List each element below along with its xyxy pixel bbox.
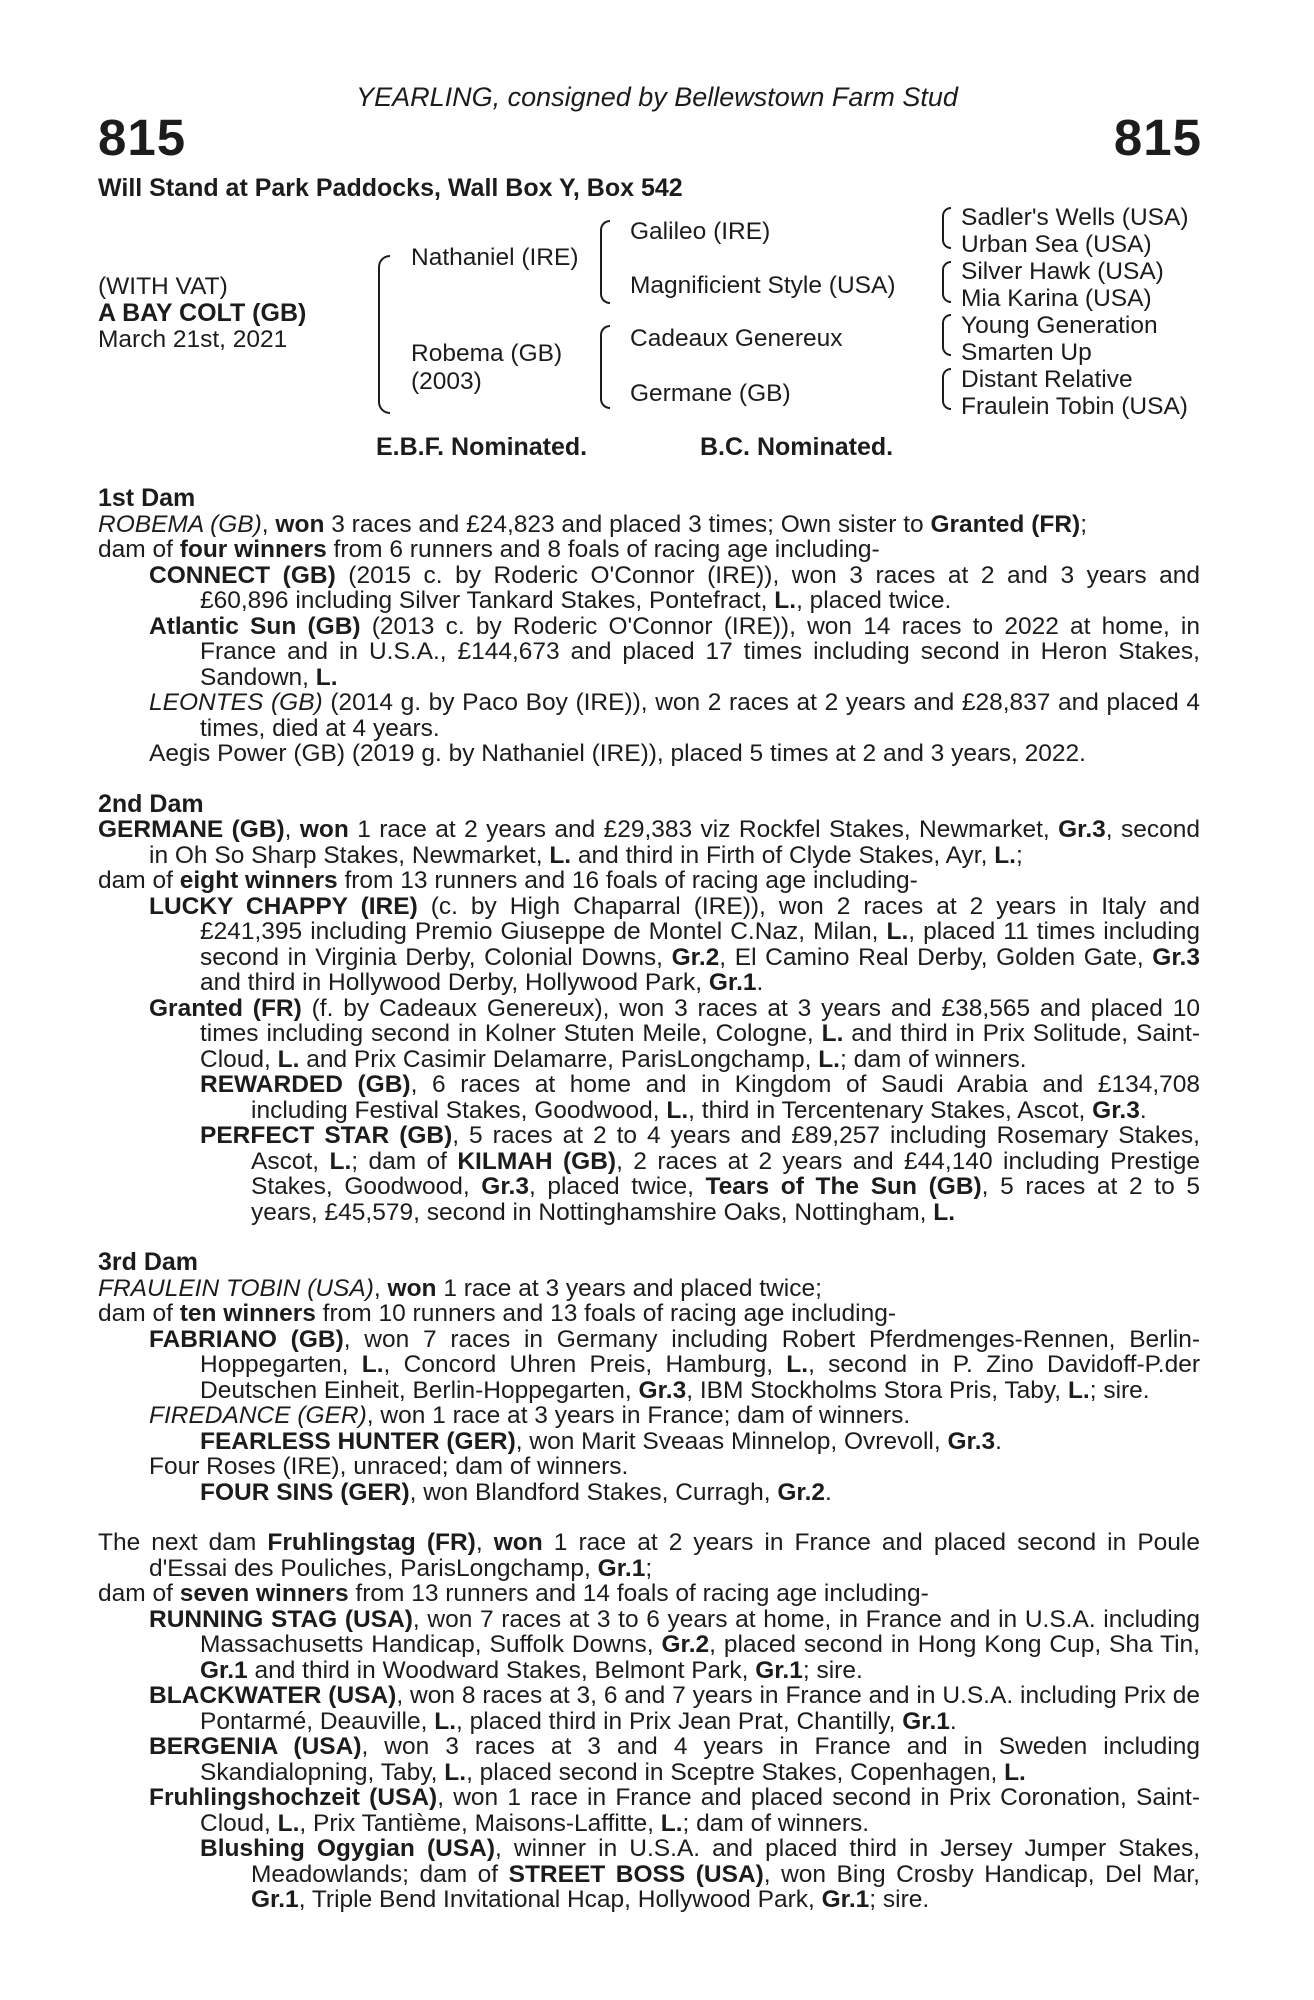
pedigree-dam-sire: Cadeaux Genereux [630, 325, 843, 352]
pedigree-sire-dam: Magnificient Style (USA) [630, 272, 896, 299]
pedigree-dam-dam: Germane (GB) [630, 380, 791, 407]
first-dam-produce-3: LEONTES (GB) (2014 g. by Paco Boy (IRE)), won 2 races at 2 years and £28,837 and placed 4 times, died at 4 years. [149, 689, 1200, 742]
second-dam-paragraph: GERMANE (GB), won 1 race at 2 years and £29,383 viz Rockfel Stakes, Newmarket, Gr.3, second in Oh So Sharp Stakes, Newmarket, L. and third in Firth of Clyde Stakes, Ayr, L.; [98, 816, 1200, 869]
second-dam-grandproduce-2: PERFECT STAR (GB), 5 races at 2 to 4 years and £89,257 including Rosemary Stakes, Ascot, L.; dam of KILMAH (GB), 2 races at 2 years and £44,140 including Prestige Stakes, Goodwood, Gr.3, placed twice, Tears of The Sun (GB), 5 races at 2 to 5 years, £45,579, second in Nottinghamshire Oaks, Nottingham, L. [200, 1122, 1200, 1226]
next-dam-produce-4: Fruhlingshochzeit (USA), won 1 race in France and placed second in Prix Coronation, Saint-Cloud, L., Prix Tantième, Maisons-Laffitte, L.; dam of winners. [149, 1784, 1200, 1837]
first-dam-paragraph: ROBEMA (GB), won 3 races and £24,823 and placed 3 times; Own sister to Granted (FR); dam of four winners from 6 runners and 8 foals of racing age including- [98, 510, 1087, 563]
next-dam-produce-3: BERGENIA (USA), won 3 races at 3 and 4 years in France and in Sweden including Skandialopning, Taby, L., placed second in Sceptre Stakes, Copenhagen, L. [149, 1733, 1200, 1786]
pedigree-g4: Mia Karina (USA) [961, 285, 1152, 312]
lot-number-left: 815 [98, 109, 187, 166]
first-dam-produce-2: Atlantic Sun (GB) (2013 c. by Roderic O'Connor (IRE)), won 14 races to 2022 at home, in France and in U.S.A., £144,673 and placed 17 times including second in Heron Stakes, Sandown, L. [149, 612, 1201, 691]
next-dam-record: dam of seven winners from 13 runners and 14 foals of racing age including- [98, 1580, 929, 1607]
second-dam-record: dam of eight winners from 13 runners and 16 foals of racing age including- [98, 867, 918, 894]
bc-nomination: B.C. Nominated. [700, 433, 894, 461]
second-dam-produce-2: Granted (FR) (f. by Cadeaux Genereux), won 3 races at 3 years and £38,565 and placed 10 times including second in Kolner Stuten Meile, Cologne, L. and third in Prix Solitude, Saint-Cloud, L. and Prix Casimir Delamarre, ParisLongchamp, L.; dam of winners. [149, 994, 1200, 1073]
second-dam-produce-1: LUCKY CHAPPY (IRE) (c. by High Chaparral (IRE)), won 2 races at 2 years in Italy and £241,395 including Premio Giuseppe de Montel C.Naz, Milan, L., placed 11 times including second in Virginia Derby, Colonial Downs, Gr.2, El Camino Real Derby, Golden Gate, Gr.3 and third in Hollywood Derby, Hollywood Park, Gr.1. [149, 892, 1200, 996]
catalogue-body [98, 486, 1200, 1913]
third-dam-paragraph: FRAULEIN TOBIN (USA), won 1 race at 3 years and placed twice; dam of ten winners from 10 runners and 13 foals of racing age including- [98, 1274, 897, 1327]
next-dam-produce-1: RUNNING STAG (USA), won 7 races at 3 to 6 years at home, in France and in U.S.A. including Massachusetts Handicap, Suffolk Downs, Gr.2, placed second in Hong Kong Cup, Sha Tin, Gr.1 and third in Woodward Stakes, Belmont Park, Gr.1; sire. [149, 1605, 1200, 1684]
second-dam-grandproduce-1: REWARDED (GB), 6 races at home and in Kingdom of Saudi Arabia and £134,708 including Festival Stakes, Goodwood, L., third in Tercentenary Stakes, Ascot, Gr.3. [200, 1071, 1201, 1124]
next-dam-paragraph: The next dam Fruhlingstag (FR), won 1 race at 2 years in France and placed second in Poule d'Essai des Pouliches, ParisLongchamp, Gr.1; [98, 1529, 1200, 1582]
pedigree-dam: Robema (GB) [411, 340, 563, 367]
pedigree-brace-g3 [942, 314, 951, 356]
pedigree-sire-sire: Galileo (IRE) [630, 218, 771, 245]
stand-location: Will Stand at Park Paddocks, Wall Box Y, Box 542 [98, 174, 683, 202]
page-header: YEARLING, consigned by Bellewstown Farm Stud [356, 82, 958, 112]
pedigree-g1: Sadler's Wells (USA) [961, 204, 1189, 231]
pedigree-g7: Distant Relative [961, 366, 1133, 393]
third-dam-grandproduce-2: FOUR SINS (GER), won Blandford Stakes, Curragh, Gr.2. [200, 1478, 832, 1506]
pedigree-brace-g4 [942, 368, 951, 410]
pedigree-brace-main [378, 255, 390, 414]
third-dam-grandproduce-1: FEARLESS HUNTER (GER), won Marit Sveaas Minnelop, Ovrevoll, Gr.3. [200, 1427, 1002, 1455]
foaling-date: March 21st, 2021 [98, 326, 288, 353]
pedigree-brace-g1 [942, 207, 951, 249]
horse-name: A BAY COLT (GB) [98, 299, 307, 327]
pedigree-sire: Nathaniel (IRE) [411, 244, 579, 271]
first-dam-produce-1: CONNECT (GB) (2015 c. by Roderic O'Connor (IRE)), won 3 races at 2 and 3 years and £60,896 including Silver Tankard Stakes, Pontefract, L., placed twice. [149, 561, 1200, 614]
third-dam-produce-1: FABRIANO (GB), won 7 races in Germany including Robert Pferdmenges-Rennen, Berlin-Hoppegarten, L., Concord Uhren Preis, Hamburg, L., second in P. Zino Davidoff-P.der Deutschen Einheit, Berlin-Hoppegarten, Gr.3, IBM Stockholms Stora Pris, Taby, L.; sire. [149, 1325, 1201, 1404]
pedigree-dam-year: (2003) [411, 368, 482, 395]
third-dam-produce-3: Four Roses (IRE), unraced; dam of winners. [149, 1453, 629, 1480]
next-dam-produce-2: BLACKWATER (USA), won 8 races at 3, 6 and 7 years in France and in U.S.A. including Prix de Pontarmé, Deauville, L., placed third in Prix Jean Prat, Chantilly, Gr.1. [149, 1682, 1200, 1735]
third-dam-produce-2: FIREDANCE (GER), won 1 race at 3 years in France; dam of winners. [149, 1402, 911, 1429]
first-dam-produce-4: Aegis Power (GB) (2019 g. by Nathaniel (IRE)), placed 5 times at 2 and 3 years, 2022. [149, 740, 1086, 767]
first-dam-heading: 1st Dam [98, 484, 196, 512]
pedigree-brace-g2 [942, 261, 951, 303]
next-dam-grandproduce-1: Blushing Ogygian (USA), winner in U.S.A. and placed third in Jersey Jumper Stakes, Meadowlands; dam of STREET BOSS (USA), won Bing Crosby Handicap, Del Mar, Gr.1, Triple Bend Invitational Hcap, Hollywood Park, Gr.1; sire. [200, 1835, 1201, 1913]
pedigree-g5: Young Generation [961, 312, 1158, 339]
pedigree-g8: Fraulein Tobin (USA) [961, 393, 1188, 420]
second-dam-heading: 2nd Dam [98, 789, 204, 818]
ebf-nomination: E.B.F. Nominated. [376, 433, 588, 461]
pedigree-brace-dam [600, 325, 610, 409]
lot-number-right: 815 [1113, 109, 1202, 166]
pedigree-g3: Silver Hawk (USA) [961, 258, 1164, 285]
pedigree-g2: Urban Sea (USA) [961, 231, 1152, 258]
pedigree-brace-sire [600, 220, 610, 304]
vat-note: (WITH VAT) [98, 273, 228, 300]
pedigree-g6: Smarten Up [961, 339, 1092, 366]
third-dam-heading: 3rd Dam [98, 1248, 199, 1276]
